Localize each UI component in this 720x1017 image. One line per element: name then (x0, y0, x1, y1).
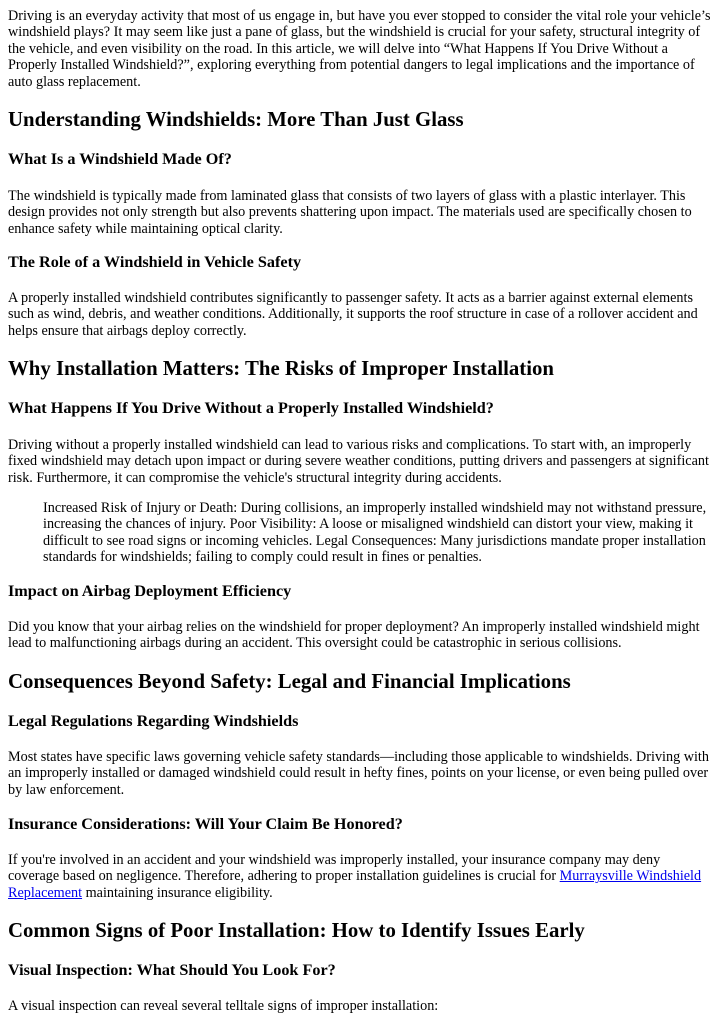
paragraph-visual-inspection: A visual inspection can reveal several telltale signs of improper installation: (8, 998, 439, 1014)
paragraph-airbag-deployment: Did you know that your airbag relies on the windshield for proper deployment? An improperly installed windshield might lead to malfunctioning airbags during an accident. This oversight could be catastrophic in serious collisions. (8, 619, 700, 652)
windshield-replacement-link[interactable]: Murraysville Windshield Replacement (8, 868, 702, 901)
intro-paragraph: Driving is an everyday activity that most of us engage in, but have you ever stopped to consider the vital role your vehicle’s windshield plays? It may seem like just a pane of glass, but the windshield is crucial for your safety, structural integrity of the vehicle, and even visibility on the road. In this article, we will delve into “What Happens If You Drive Without a Properly Installed Windshield?”, exploring everything from potential dangers to legal implications and the importance of auto glass replacement. (8, 8, 711, 90)
subheading-windshield-safety-role: The Role of a Windshield in Vehicle Safety (8, 253, 302, 271)
subheading-insurance-considerations: Insurance Considerations: Will Your Claim Be Honored? (8, 815, 403, 833)
paragraph-insurance-considerations (8, 852, 714, 901)
section-heading-installation-risks: Why Installation Matters: The Risks of Improper Installation (8, 357, 554, 380)
insurance-text-before: If you're involved in an accident and your windshield was improperly installed, your insurance company may deny coverage based on negligence. Therefore, adhering to proper installation guidelines is crucial for (8, 852, 661, 885)
section-heading-understanding-windshields: Understanding Windshields: More Than Just Glass (8, 108, 464, 131)
section-heading-poor-installation-signs: Common Signs of Poor Installation: How to Identify Issues Early (8, 919, 585, 942)
paragraph-legal-regulations: Most states have specific laws governing vehicle safety standards—including those applicable to windshields. Driving with an improperly installed or damaged windshield could result in hefty fines, points on your license, or even being pulled over by law enforcement. (8, 749, 709, 798)
subheading-driving-without-windshield: What Happens If You Drive Without a Properly Installed Windshield? (8, 399, 494, 417)
subheading-airbag-deployment: Impact on Airbag Deployment Efficiency (8, 582, 292, 600)
paragraph-windshield-materials: The windshield is typically made from laminated glass that consists of two layers of glass with a plastic interlayer. This design provides not only strength but also prevents shattering upon impact. The materials used are specifically chosen to enhance safety while maintaining optical clarity. (8, 188, 692, 237)
subheading-visual-inspection: Visual Inspection: What Should You Look For? (8, 961, 336, 979)
paragraph-windshield-safety-role: A properly installed windshield contributes significantly to passenger safety. It acts as a barrier against external elements such as wind, debris, and weather conditions. Additionally, it supports the roof structure in case of a rollover accident and helps ensure that airbags deploy correctly. (8, 290, 698, 339)
subheading-legal-regulations: Legal Regulations Regarding Windshields (8, 712, 299, 730)
risk-list-quote: Increased Risk of Injury or Death: During collisions, an improperly installed windshield may not withstand pressure, increasing the chances of injury. Poor Visibility: A loose or misaligned windshield can distort your view, making it difficult to see road signs or incoming vehicles. Legal Consequences: Many jurisdictions mandate proper installation standards for windshields; failing to comply could result in fines or penalties. (43, 500, 707, 566)
paragraph-driving-without-windshield: Driving without a properly installed windshield can lead to various risks and complications. To start with, an improperly fixed windshield may detach upon impact or during severe weather conditions, putting drivers and passengers at significant risk. Furthermore, it can compromise the vehicle's structural integrity during accidents. (8, 437, 709, 486)
subheading-windshield-materials: What Is a Windshield Made Of? (8, 150, 232, 168)
section-heading-legal-financial: Consequences Beyond Safety: Legal and Financial Implications (8, 670, 571, 693)
insurance-text-after: maintaining insurance eligibility. (82, 884, 273, 901)
